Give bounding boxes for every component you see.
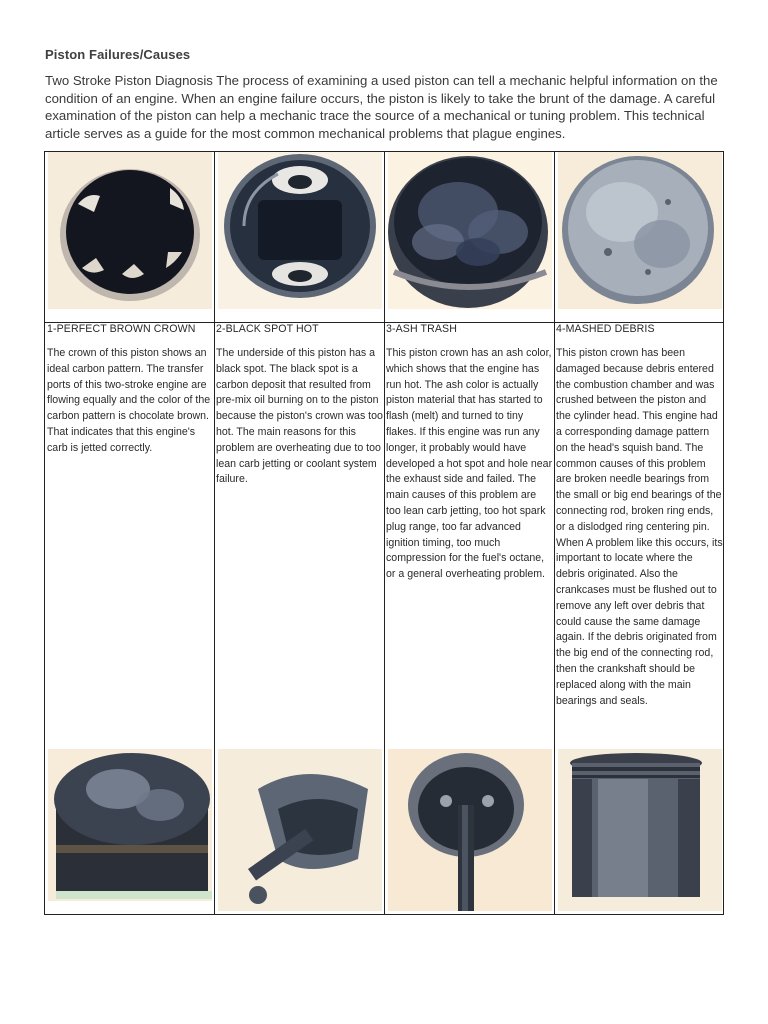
cell-heading: 1-PERFECT BROWN CROWN (47, 323, 196, 335)
piston-table (44, 151, 724, 915)
column-divider (384, 151, 385, 747)
intro-paragraph: Two Stroke Piston Diagnosis The process of examining a used piston can tell a mechanic helpful information on the condition of an engine. When an engine failure occurs, the piston is likely to take the brunt of the damage. A careful examination of the piston can help a mechanic trace the source of a mechanical or tuning problem. This technical article serves as a guide for the most common mechanical problems that plague engines. (45, 73, 718, 141)
column-divider (214, 747, 215, 915)
piston-photo-burned-crown (48, 749, 212, 901)
column-divider (554, 747, 555, 915)
cell-description: This piston crown has an ash color, which shows that the engine has run hot. The ash color is actually piston material that has started to flash (melt) and turned to tiny flakes. If this engine was run any longer, it probably would have developed a hot spot and hole near the exhaust side and failed. The main causes of this problem are too lean carb jetting, too hot spark plug range, too far advanced ignition timing, too much compression for the fuel's octane, or a general overheating problem. (386, 347, 553, 581)
piston-photo-scuffed-skirt (558, 749, 722, 911)
column-divider (554, 151, 555, 747)
column-divider (214, 151, 215, 747)
piston-photo-mashed-debris (558, 152, 722, 309)
column-divider (384, 747, 385, 915)
cell-heading: 2-BLACK SPOT HOT (216, 323, 319, 335)
piston-photo-ash-trash (388, 152, 552, 309)
cell-description: This piston crown has been damaged because debris entered the combustion chamber and was crushed between the piston and the cylinder head. This engine had a corresponding damage pattern on the head's squish band. The common causes of this problem are broken needle bearings from the small or big end bearings of the connecting rod, broken ring ends, or a dislodged ring centering pin. When A problem like this occurs, its important to locate where the debris originated. Also the crankcases must be flushed out to remove any left over debris that could cause the same damage again. If the debris originated from the big end of the connecting rod, then the crankshaft should be replaced along with the main bearings and seals. (556, 347, 723, 707)
piston-photo-broken-skirt (218, 749, 382, 911)
piston-photo-brown-crown (48, 152, 212, 309)
page-title: Piston Failures/Causes (45, 47, 191, 62)
cell-description: The crown of this piston shows an ideal carbon pattern. The transfer ports of this two-stroke engine are flowing equally and the color of the carbon pattern is chocolate brown. That indicates that this engine's carb is jetted correctly. (47, 347, 211, 454)
cell-heading: 4-MASHED DEBRIS (556, 323, 655, 335)
piston-photo-connecting-rod (388, 749, 552, 911)
cell-heading: 3-ASH TRASH (386, 323, 457, 335)
cell-description: The underside of this piston has a black spot. The black spot is a carbon deposit that resulted from pre-mix oil burning on to the piston because the piston's crown was too hot. The main reasons for this problem are overheating due to too lean carb jetting or coolant system failure. (216, 347, 383, 486)
piston-photo-black-spot (218, 152, 382, 309)
